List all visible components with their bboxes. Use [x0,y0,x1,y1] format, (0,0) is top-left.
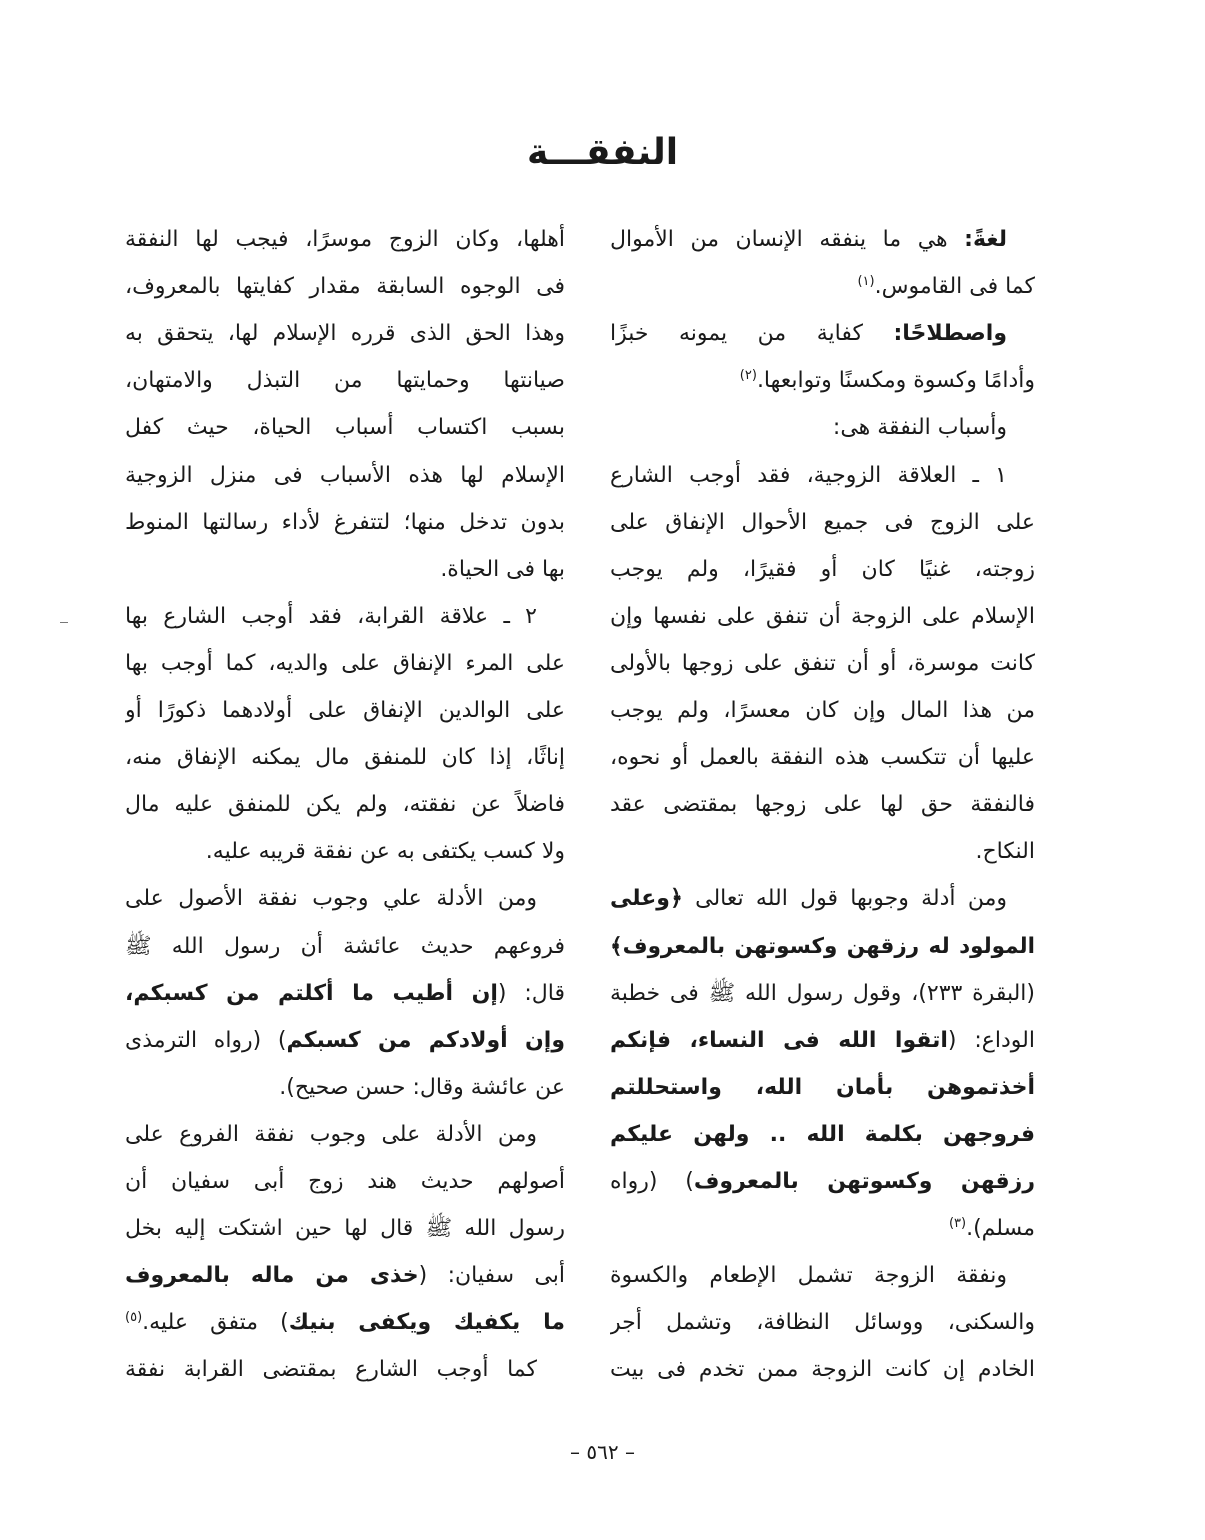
text-line [610,1209,1035,1249]
text-line [610,1068,1035,1108]
bold-text: ما يكفيك ويكفى بنيك [288,1310,565,1336]
bold-text: اتقوا الله فى النساء، فإنكم [610,1027,948,1053]
page-number: – ٥٦٢ – [570,1440,635,1464]
text-line [610,974,1035,1014]
bold-text: فروجهن بكلمة الله .. ولهن عليكم [610,1121,1035,1147]
text-line [610,503,1035,543]
text: ومن الأدلة على وجوب نفقة الفروع على [125,1121,537,1147]
text: أصولهم حديث هند زوج أبى سفيان أن [125,1169,565,1194]
text: على الوالدين الإنفاق على أولادهما ذكورًا أو [125,698,565,723]
bold-text: خذى من ماله بالمعروف [125,1263,419,1289]
text: صيانتها وحمايتها من التبذل والامتهان، [125,368,565,394]
text: عليها أن تتكسب هذه النفقة بالعمل أو نحوه، [610,745,1035,771]
text-line [610,879,1007,919]
text-line [125,974,565,1014]
text-line [125,1209,565,1249]
text: على المرء الإنفاق على والديه، كما أوجب بها [125,650,565,676]
text-line [610,267,1035,307]
text-line [125,1350,537,1390]
text-line [610,408,1007,448]
footnote-ref: (٢) [739,367,757,383]
text-line [610,1115,1035,1155]
text: والسكنى، ووسائل النظافة، وتشمل أجر [610,1310,1035,1336]
text: كانت موسرة، أو أن تنفق على زوجها بالأولى [610,650,1035,676]
text: وأسباب النفقة هى: [832,415,1007,441]
text: ومن الأدلة علي وجوب نفقة الأصول على [125,886,537,912]
text-line [610,1350,1035,1390]
scan-mark [60,622,68,623]
text-line [610,785,1035,825]
text-line [125,361,565,401]
text-line [610,314,1007,354]
text-line [125,738,565,778]
text-line [610,738,1035,778]
bold-text: رزقهن وكسوتهن بالمعروف [693,1169,1035,1194]
text: الإسلام لها هذه الأسباب فى منزل الزوجية [125,462,565,488]
bold-text: إن أطيب ما أكلتم من كسبكم، [125,980,498,1006]
text: أهلها، وكان الزوج موسرًا، فيجب لها النفقة [125,227,565,252]
text-line [610,1256,1007,1296]
text: الوداع: ( [947,1027,1035,1053]
text-line [610,456,1007,496]
text-line [125,1303,565,1343]
text-line [610,220,1007,260]
bold-text: المولود له رزقهن وكسوتهن بالمعروف﴾ [610,933,1035,959]
text-line [125,314,565,354]
text: قال: ( [497,980,565,1006]
text: عن عائشة وقال: حسن صحيح). [279,1074,565,1100]
footnote-ref: (٥) [125,1309,143,1325]
text-line [125,1162,565,1202]
text-line [125,644,565,684]
text-line [610,644,1035,684]
text: كما فى القاموس. [874,274,1035,300]
text: (البقرة ٢٣٣)، وقول رسول الله ﷺ فى خطبة [610,980,1035,1006]
text: فالنفقة حق لها على زوجها بمقتضى عقد [610,792,1035,818]
text-line [125,785,565,825]
text-line [125,1068,565,1108]
text: فى الوجوه السابقة مقدار كفايتها بالمعروف، [125,274,565,300]
text-line [125,691,565,731]
text: وهذا الحق الذى قرره الإسلام لها، يتحقق به [125,321,565,347]
text-line [125,1021,565,1061]
bold-text: أخذتموهن بأمان الله، واستحللتم [610,1074,1035,1100]
footnote-ref: (٣) [948,1215,967,1231]
text: بدون تدخل منها؛ لتتفرغ لأداء رسالتها المنوط [125,509,565,535]
text: فاضلاً عن نفقته، ولم يكن للمنفق عليه مال [125,792,565,818]
bold-text: لغةً: [964,227,1007,252]
text: الإسلام على الزوجة أن تنفق على نفسها وإن [610,603,1035,629]
bold-text: وإن أولادكم من كسبكم [286,1027,565,1053]
text-line [125,597,537,637]
text-line [125,267,565,307]
text: زوجته، غنيًا كان أو فقيرًا، ولم يوجب [610,556,1035,582]
text: وأدامًا وكسوة ومكسنًا وتوابعها. [756,368,1035,394]
text-line [125,927,565,967]
text-line [610,597,1035,637]
text-line [125,879,537,919]
text-line [125,456,565,496]
text: النكاح. [975,839,1035,865]
text: ) (رواه [610,1169,694,1194]
text: ولا كسب يكتفى به عن نفقة قريبه عليه. [205,839,565,865]
text-line [125,408,565,448]
text-line [610,691,1035,731]
text: إناثًا، إذا كان للمنفق مال يمكنه الإنفاق منه، [125,745,565,771]
text-line [610,1162,1035,1202]
text: ومن أدلة وجوبها قول الله تعالى [682,886,1007,912]
text: كفاية من يمونه خبزًا [610,321,894,347]
text: فروعهم حديث عائشة أن رسول الله ﷺ [125,933,565,959]
text: أبى سفيان: ( [418,1263,565,1289]
text: ونفقة الزوجة تشمل الإطعام والكسوة [610,1263,1007,1289]
text-line [610,1021,1035,1061]
footnote-ref: (١) [857,273,875,289]
text: من هذا المال وإن كان معسرًا، ولم يوجب [610,698,1035,723]
text-line [125,220,565,260]
text: ) متفق عليه. [142,1310,289,1336]
text: هي ما ينفقه الإنسان من الأموال [610,227,965,252]
text: مسلم). [966,1216,1035,1242]
text-line [610,927,1035,967]
bold-text: واصطلاحًا: [893,321,1007,347]
bold-text: ﴿وعلى [610,886,683,912]
text-line [125,550,565,590]
text-line [125,832,565,872]
text: ١ ـ العلاقة الزوجية، فقد أوجب الشارع [610,462,1007,488]
text: رسول الله ﷺ قال لها حين اشتكت إليه بخل [125,1216,565,1242]
text: بها فى الحياة. [440,556,565,582]
text-line [610,1303,1035,1343]
text: بسبب اكتساب أسباب الحياة، حيث كفل [125,415,565,441]
text: الخادم إن كانت الزوجة ممن تخدم فى بيت [610,1357,1035,1383]
page-title: النفقـــة [526,132,679,173]
text: على الزوج فى جميع الأحوال الإنفاق على [610,509,1035,535]
text-line [610,550,1035,590]
text-line [125,1256,565,1296]
text: كما أوجب الشارع بمقتضى القرابة نفقة [125,1357,537,1383]
text: ٢ ـ علاقة القرابة، فقد أوجب الشارع بها [125,603,537,629]
text-line [125,1115,537,1155]
text: ) (رواه الترمذى [125,1027,287,1053]
text-line [610,832,1035,872]
text-line [610,361,1035,401]
text-line [125,503,565,543]
